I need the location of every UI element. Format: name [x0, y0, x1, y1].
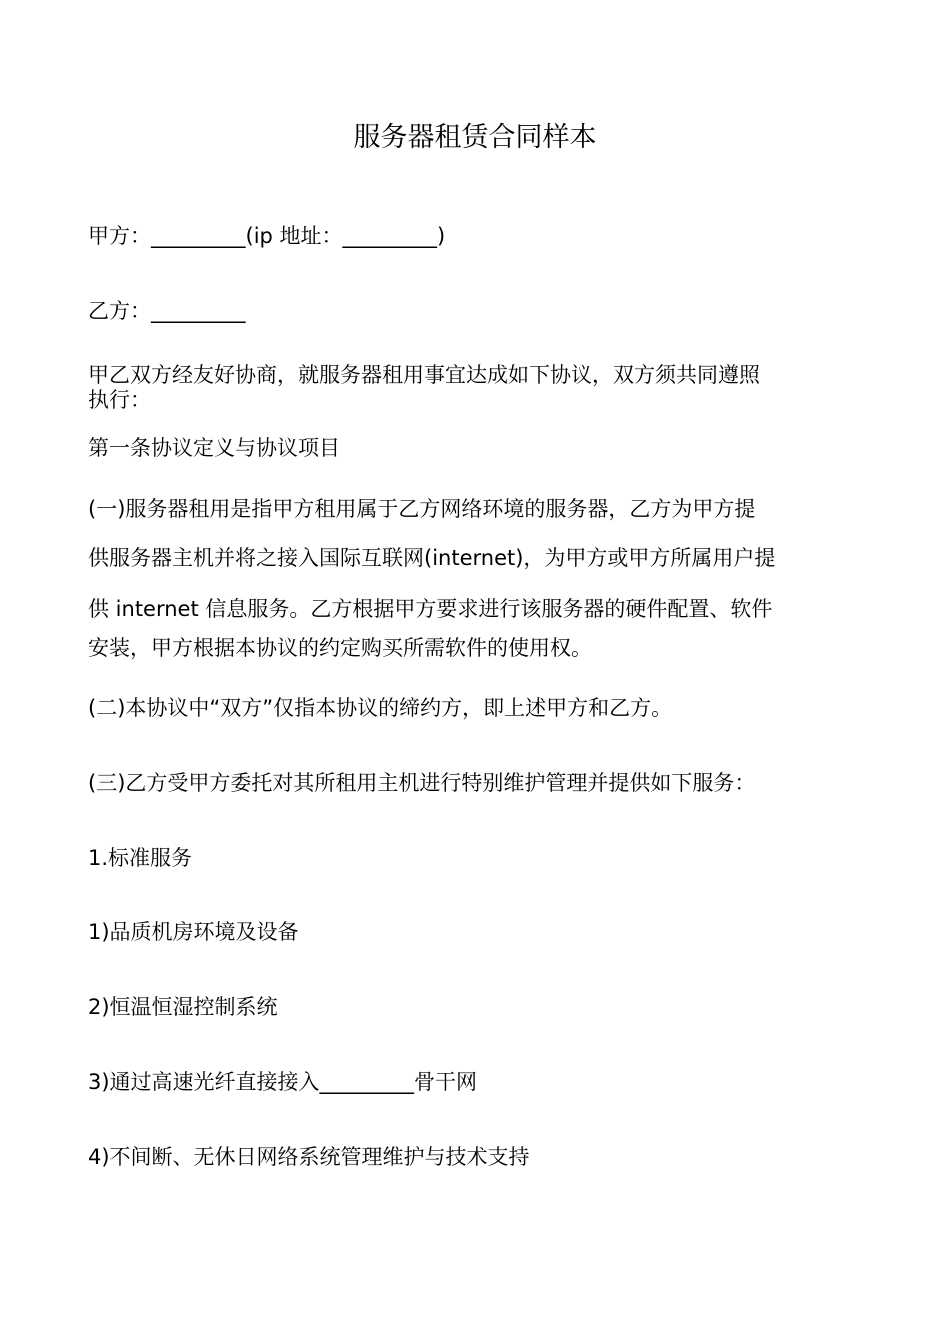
party-a-line: 甲方：_________(ip 地址：_________) [88, 224, 446, 248]
intro-line-1: 甲乙双方经友好协商，就服务器租用事宜达成如下协议，双方须共同遵照 [88, 363, 760, 387]
service-item: 2)恒温恒湿控制系统 [88, 995, 278, 1019]
service-item: 3)通过高速光纤直接接入_________骨干网 [88, 1070, 478, 1094]
clause-1-line-1: (一)服务器租用是指甲方租用属于乙方网络环境的服务器，乙方为甲方提 [88, 497, 756, 521]
clause-1-line-4: 安装，甲方根据本协议的约定购买所需软件的使用权。 [88, 636, 592, 660]
service-item: 4)不间断、无休日网络系统管理维护与技术支持 [88, 1145, 530, 1169]
clause-2: (二)本协议中“双方”仅指本协议的缔约方，即上述甲方和乙方。 [88, 696, 673, 720]
clause-1-line-3: 供 internet 信息服务。乙方根据甲方要求进行该服务器的硬件配置、软件 [88, 597, 773, 621]
service-heading: 1.标准服务 [88, 846, 193, 870]
document-title: 服务器租赁合同样本 [353, 122, 597, 153]
article-1-heading: 第一条协议定义与协议项目 [88, 436, 340, 460]
service-item: 1)品质机房环境及设备 [88, 920, 299, 944]
clause-1-line-2: 供服务器主机并将之接入国际互联网(internet)，为甲方或甲方所属用户提 [88, 546, 776, 570]
party-b-line: 乙方：_________ [88, 299, 246, 323]
intro-line-2: 执行： [88, 388, 151, 412]
clause-3: (三)乙方受甲方委托对其所租用主机进行特别维护管理并提供如下服务： [88, 771, 756, 795]
